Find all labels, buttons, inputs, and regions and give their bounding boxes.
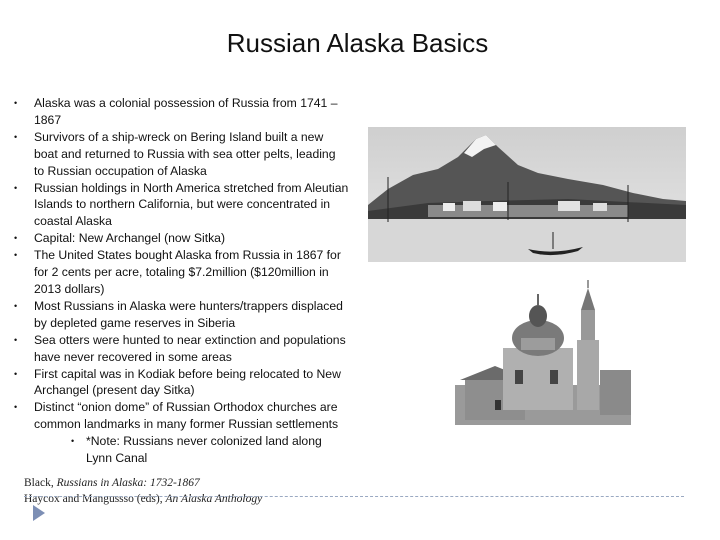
bullet-item: • The United States bought Alaska from Russia in 1867 for for 2 cents per acre, totaling $7.2million ($120million in 2013 dollars) xyxy=(14,248,341,296)
bullet-item: • Most Russians in Alaska were hunters/trappers displaced by depleted game reserves in Siberia xyxy=(14,298,343,330)
bullet-dot-icon: • xyxy=(14,233,18,244)
citation-line: Black, Russians in Alaska: 1732-1867 xyxy=(24,477,200,489)
bullet-item: • Distinct “onion dome” of Russian Orthodox churches are common landmarks in many former Russian settlements xyxy=(14,400,339,432)
bullet-item: • Sea otters were hunted to near extinction and populations have never recovered in some areas xyxy=(14,332,346,364)
harbor-engraving-image xyxy=(368,127,686,262)
footer-divider xyxy=(24,496,684,497)
bullet-item: • Capital: New Archangel (now Sitka) xyxy=(14,231,226,246)
citation-line: Haycox and Mangussso (eds), An Alaska Anthology xyxy=(24,493,263,505)
bullet-item: • First capital was in Kodiak before being relocated to New Archangel (present day Sitka) xyxy=(14,366,341,398)
bullet-list xyxy=(14,95,349,467)
bullet-dot-icon: • xyxy=(14,402,18,413)
citations xyxy=(24,475,354,507)
bullet-dot-icon: • xyxy=(14,368,18,379)
bullet-dot-icon: • xyxy=(14,334,18,345)
bullet-dot-icon: • xyxy=(14,300,18,311)
bullet-dot-icon: • xyxy=(14,250,18,261)
church-photo-image xyxy=(455,280,631,425)
bullet-dot-icon: • xyxy=(14,182,18,193)
bullet-dot-icon: • xyxy=(71,436,75,447)
bullet-item: • Survivors of a ship-wreck on Bering Island built a new boat and returned to Russia with sea otter pelts, leading to Russian occupation of Alaska xyxy=(14,129,336,178)
bullet-item: • Russian holdings in North America stretched from Aleutian Islands to northern California, but were concentrated in coastal Alaska xyxy=(14,180,349,229)
bullet-dot-icon: • xyxy=(14,131,18,142)
sub-bullet-item: • *Note: Russians never colonized land along Lynn Canal xyxy=(71,434,322,466)
bullet-dot-icon: • xyxy=(14,98,18,108)
slide-title: Russian Alaska Basics xyxy=(226,28,489,58)
bullet-item: • Alaska was a colonial possession of Russia from 1741 – 1867 xyxy=(14,96,338,127)
next-slide-arrow-icon[interactable] xyxy=(33,505,45,521)
